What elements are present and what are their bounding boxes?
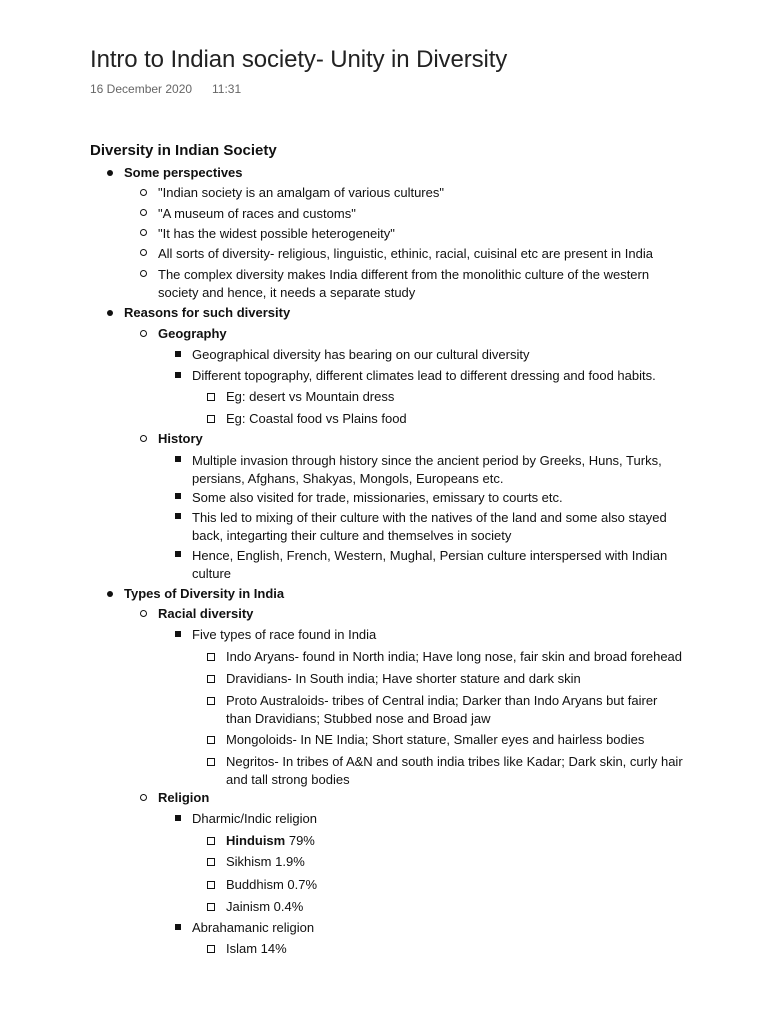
disc-bullet-icon xyxy=(107,170,113,176)
circle-bullet-icon xyxy=(140,249,147,256)
circle-bullet-icon xyxy=(140,610,147,617)
history-label: History xyxy=(158,431,203,446)
list-item: Negritos- In tribes of A&N and south india tribes like Kadar; Dark skin, curly hair xyxy=(226,754,683,769)
list-item: Dravidians- In South india; Have shorter stature and dark skin xyxy=(226,671,581,686)
circle-bullet-icon xyxy=(140,229,147,236)
page-time: 11:31 xyxy=(212,82,242,96)
list-item: Proto Australoids- tribes of Central india; Darker than Indo Aryans but fairer xyxy=(226,693,658,708)
square-bullet-icon xyxy=(175,493,181,499)
page-title: Intro to Indian society- Unity in Diversity xyxy=(90,46,508,73)
list-item: Five types of race found in India xyxy=(192,627,377,642)
checkbox-bullet-icon xyxy=(207,837,215,845)
circle-bullet-icon xyxy=(140,209,147,216)
checkbox-bullet-icon xyxy=(207,653,215,661)
checkbox-bullet-icon xyxy=(207,697,215,705)
list-item: Multiple invasion through history since the ancient period by Greeks, Huns, Turks, xyxy=(192,453,662,468)
square-bullet-icon xyxy=(175,924,181,930)
list-item-continuation: culture xyxy=(192,566,232,581)
perspectives-label: Some perspectives xyxy=(124,165,243,180)
list-item: This led to mixing of their culture with the natives of the land and some also stayed xyxy=(192,510,667,525)
hinduism-label: Hinduism xyxy=(226,833,286,848)
circle-bullet-icon xyxy=(140,189,147,196)
list-item: Mongoloids- In NE India; Short stature, Smaller eyes and hairless bodies xyxy=(226,732,645,747)
list-item: Indo Aryans- found in North india; Have long nose, fair skin and broad forehead xyxy=(226,649,683,664)
circle-bullet-icon xyxy=(140,270,147,277)
list-item-continuation: persians, Afghans, Shakyas, Mongols, Europeans etc. xyxy=(192,471,504,486)
religion-label: Religion xyxy=(158,790,210,805)
list-item: Islam 14% xyxy=(226,941,287,956)
list-item: Sikhism 1.9% xyxy=(226,854,305,869)
list-item: All sorts of diversity- religious, linguistic, ethinic, racial, cuisinal etc are present in India xyxy=(158,246,653,261)
racial-label: Racial diversity xyxy=(158,606,254,621)
checkbox-bullet-icon xyxy=(207,903,215,911)
square-bullet-icon xyxy=(175,513,181,519)
list-item: The complex diversity makes India different from the monolithic culture of the western xyxy=(158,267,650,282)
list-item: "A museum of races and customs" xyxy=(158,206,356,221)
list-item: "It has the widest possible heterogeneity" xyxy=(158,226,395,241)
checkbox-bullet-icon xyxy=(207,393,215,401)
list-item xyxy=(226,832,315,850)
checkbox-bullet-icon xyxy=(207,736,215,744)
square-bullet-icon xyxy=(175,456,181,462)
square-bullet-icon xyxy=(175,351,181,357)
list-item: "Indian society is an amalgam of various cultures" xyxy=(158,185,444,200)
dharmic-label: Dharmic/Indic religion xyxy=(192,811,317,826)
geography-label: Geography xyxy=(158,326,227,341)
checkbox-bullet-icon xyxy=(207,858,215,866)
checkbox-bullet-icon xyxy=(207,675,215,683)
disc-bullet-icon xyxy=(107,591,113,597)
list-item-continuation: and tall strong bodies xyxy=(226,772,350,787)
circle-bullet-icon xyxy=(140,330,147,337)
list-item: Some also visited for trade, missionaries, emissary to courts etc. xyxy=(192,490,563,505)
square-bullet-icon xyxy=(175,372,181,378)
checkbox-bullet-icon xyxy=(207,415,215,423)
reasons-label: Reasons for such diversity xyxy=(124,305,291,320)
list-item: Eg: desert vs Mountain dress xyxy=(226,389,395,404)
list-item: Eg: Coastal food vs Plains food xyxy=(226,411,407,426)
square-bullet-icon xyxy=(175,815,181,821)
square-bullet-icon xyxy=(175,631,181,637)
square-bullet-icon xyxy=(175,551,181,557)
checkbox-bullet-icon xyxy=(207,945,215,953)
list-item: Hence, English, French, Western, Mughal, Persian culture interspersed with Indian xyxy=(192,548,668,563)
hinduism-percent: 79% xyxy=(285,833,315,848)
list-item: Different topography, different climates lead to different dressing and food habits. xyxy=(192,368,656,383)
section-heading: Diversity in Indian Society xyxy=(90,142,277,159)
abrahamic-label: Abrahamanic religion xyxy=(192,920,315,935)
checkbox-bullet-icon xyxy=(207,881,215,889)
types-label: Types of Diversity in India xyxy=(124,586,285,601)
list-item-continuation: society and hence, it needs a separate study xyxy=(158,285,416,300)
checkbox-bullet-icon xyxy=(207,758,215,766)
list-item: Buddhism 0.7% xyxy=(226,877,318,892)
list-item: Geographical diversity has bearing on our cultural diversity xyxy=(192,347,530,362)
disc-bullet-icon xyxy=(107,310,113,316)
circle-bullet-icon xyxy=(140,435,147,442)
circle-bullet-icon xyxy=(140,794,147,801)
list-item: Jainism 0.4% xyxy=(226,899,304,914)
list-item-continuation: back, integarting their culture and themselves in society xyxy=(192,528,512,543)
page-date: 16 December 2020 xyxy=(90,82,193,96)
list-item-continuation: than Dravidians; Stubbed nose and Broad jaw xyxy=(226,711,491,726)
